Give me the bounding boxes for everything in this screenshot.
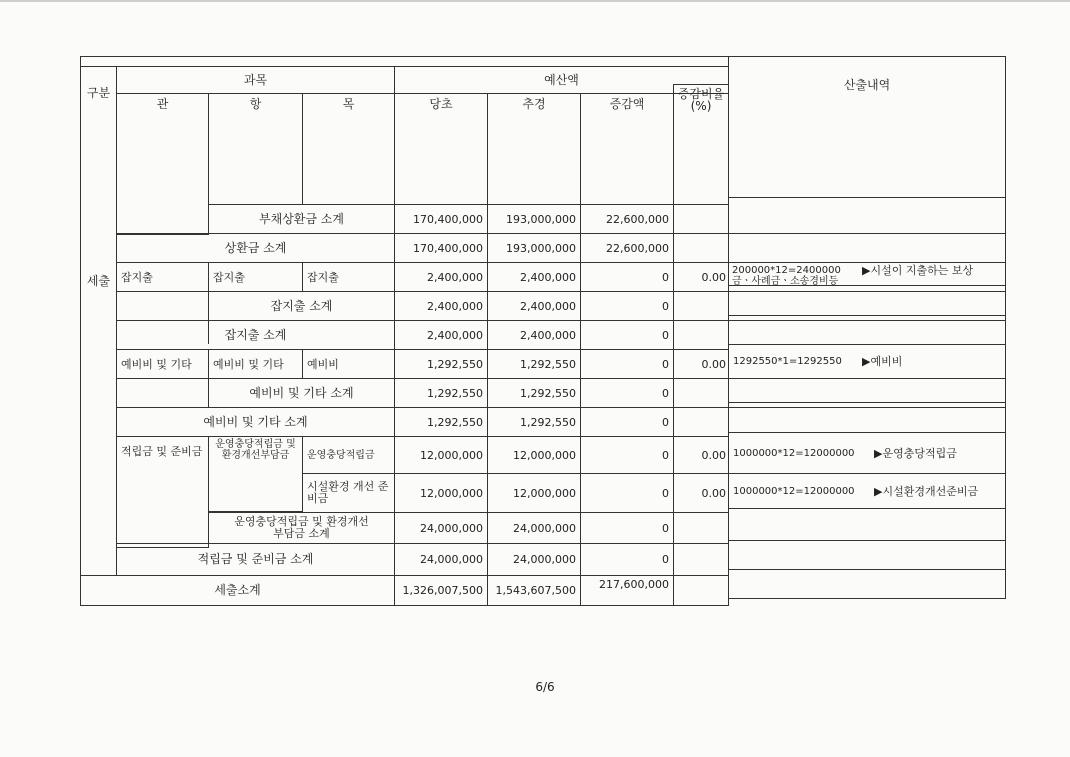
calc-cell	[728, 197, 1006, 234]
row-label: 상환금 소계	[116, 233, 395, 263]
ratio-value	[673, 407, 729, 437]
row-label: 잡지출 소계	[208, 291, 395, 321]
calc-formula: 200000*12=2400000	[732, 265, 841, 276]
hang-header: 항	[208, 93, 303, 205]
dangcho-value: 1,292,550	[394, 378, 488, 408]
gwamok-header: 과목	[116, 66, 395, 94]
chugyeong-value: 1,292,550	[487, 407, 581, 437]
mok-value: 잡지출	[302, 262, 395, 292]
ratio-value	[673, 378, 729, 408]
dangcho-value: 2,400,000	[394, 320, 488, 350]
jeunggam-value: 0	[580, 436, 674, 474]
dangcho-value: 170,400,000	[394, 233, 488, 263]
page-number: 6/6	[535, 680, 555, 694]
gwan-value: 적립금 및 준비금	[116, 436, 209, 548]
ratio-value	[673, 233, 729, 263]
ratio-value	[673, 291, 729, 321]
hang-value: 잡지출	[208, 262, 303, 292]
calc-total-cell	[728, 569, 1006, 599]
ratio-value	[673, 320, 729, 350]
hang-value: 운영충당적립금 및 환경개선부담금	[208, 436, 303, 512]
calc-cell	[728, 344, 1006, 379]
ratio-value: 0.00	[673, 349, 729, 379]
dangcho-value: 24,000,000	[394, 512, 488, 544]
calc-note: ▶운영충당적립금	[874, 446, 957, 460]
total-label: 세출소계	[80, 575, 395, 606]
mok-header: 목	[302, 93, 395, 205]
jeunggam-value: 0	[580, 378, 674, 408]
hang-value: 예비비 및 기타	[208, 349, 303, 379]
dangcho-value: 2,400,000	[394, 262, 488, 292]
gwan-header: 관	[116, 93, 209, 235]
mok-value: 운영충당적립금	[302, 436, 395, 474]
calc-cell	[728, 402, 1006, 433]
jeunggam-value: 0	[580, 291, 674, 321]
ratio-value	[673, 512, 729, 544]
row-label: 적립금 및 준비금 소계	[116, 543, 395, 576]
chugyeong-value: 193,000,000	[487, 204, 581, 234]
chugyeong-header: 추경	[487, 93, 581, 205]
row-label: 부채상환금 소계	[208, 204, 395, 234]
calc-note: ▶예비비	[862, 355, 903, 368]
row-label: 운영충당적립금 및 환경개선 부담금 소계	[208, 512, 395, 544]
ratio-value	[673, 543, 729, 576]
header-top-border	[80, 56, 729, 67]
calc-cell	[728, 315, 1006, 345]
chugyeong-value: 2,400,000	[487, 262, 581, 292]
jeunggam-value: 0	[580, 262, 674, 292]
calc-note: ▶시설이 지출하는 보상	[862, 264, 974, 277]
jeunggam-value: 0	[580, 473, 674, 513]
jeunggam-total: 217,600,000	[580, 575, 674, 606]
gubun-header: 구분	[86, 86, 111, 100]
calc-cell	[728, 508, 1006, 541]
ratio-value: 0.00	[673, 473, 729, 513]
chugyeong-value: 12,000,000	[487, 473, 581, 513]
gwan-value: 잡지출	[116, 262, 209, 292]
dangcho-header: 당초	[394, 93, 488, 205]
chugyeong-value: 193,000,000	[487, 233, 581, 263]
chugyeong-value: 2,400,000	[487, 320, 581, 350]
dangcho-value: 1,292,550	[394, 407, 488, 437]
chugyeong-value: 24,000,000	[487, 543, 581, 576]
mok-value: 예비비	[302, 349, 395, 379]
calc-cell	[728, 473, 1006, 509]
ratio-value: 0.00	[673, 262, 729, 292]
chugyeong-value: 2,400,000	[487, 291, 581, 321]
jeunggam-value: 0	[580, 543, 674, 576]
ratio-value	[673, 204, 729, 234]
mok-value: 시설환경 개선 준비금	[302, 473, 395, 513]
calc-cell	[728, 233, 1006, 263]
ratio-header: 증감비율 (%)	[673, 84, 729, 205]
dangcho-value: 12,000,000	[394, 436, 488, 474]
jeunggam-value: 0	[580, 349, 674, 379]
jeunggam-value: 22,600,000	[580, 233, 674, 263]
yesanaek-header: 예산액	[394, 66, 729, 94]
sechul-label: 세출	[86, 274, 111, 288]
calc-formula: 1000000*12=12000000	[733, 447, 855, 459]
jeunggam-value: 0	[580, 512, 674, 544]
jeunggam-value: 0	[580, 320, 674, 350]
dangcho-value: 2,400,000	[394, 291, 488, 321]
gwan-value: 예비비 및 기타	[116, 349, 209, 379]
gubun-column	[80, 66, 117, 576]
calc-cell	[728, 540, 1006, 570]
dangcho-value: 24,000,000	[394, 543, 488, 576]
calc-note-cont: 금ㆍ사례금ㆍ소송경비등	[732, 276, 839, 287]
jeunggam-value: 22,600,000	[580, 204, 674, 234]
chugyeong-value: 12,000,000	[487, 436, 581, 474]
ratio-total	[673, 575, 729, 606]
dangcho-value: 12,000,000	[394, 473, 488, 513]
chugyeong-value: 24,000,000	[487, 512, 581, 544]
calc-formula: 1292550*1=1292550	[733, 356, 842, 367]
calc-cell	[728, 432, 1006, 474]
chugyeong-value: 1,292,550	[487, 378, 581, 408]
row-label: 예비비 및 기타 소계	[116, 407, 395, 437]
chugyeong-total: 1,543,607,500	[487, 575, 581, 606]
dangcho-value: 1,292,550	[394, 349, 488, 379]
dangcho-total: 1,326,007,500	[394, 575, 488, 606]
calc-note: ▶시설환경개선준비금	[874, 484, 979, 498]
chugyeong-value: 1,292,550	[487, 349, 581, 379]
ratio-value: 0.00	[673, 436, 729, 474]
row-label: 예비비 및 기타 소계	[208, 378, 395, 408]
jeunggam-header: 증감액	[580, 93, 674, 205]
sanchul-header: 산출내역	[728, 56, 1006, 198]
dangcho-value: 170,400,000	[394, 204, 488, 234]
blank-cell	[116, 378, 209, 408]
calc-formula: 1000000*12=12000000	[733, 485, 855, 497]
row-label: 잡지출 소계	[116, 320, 395, 350]
jeunggam-value: 0	[580, 407, 674, 437]
